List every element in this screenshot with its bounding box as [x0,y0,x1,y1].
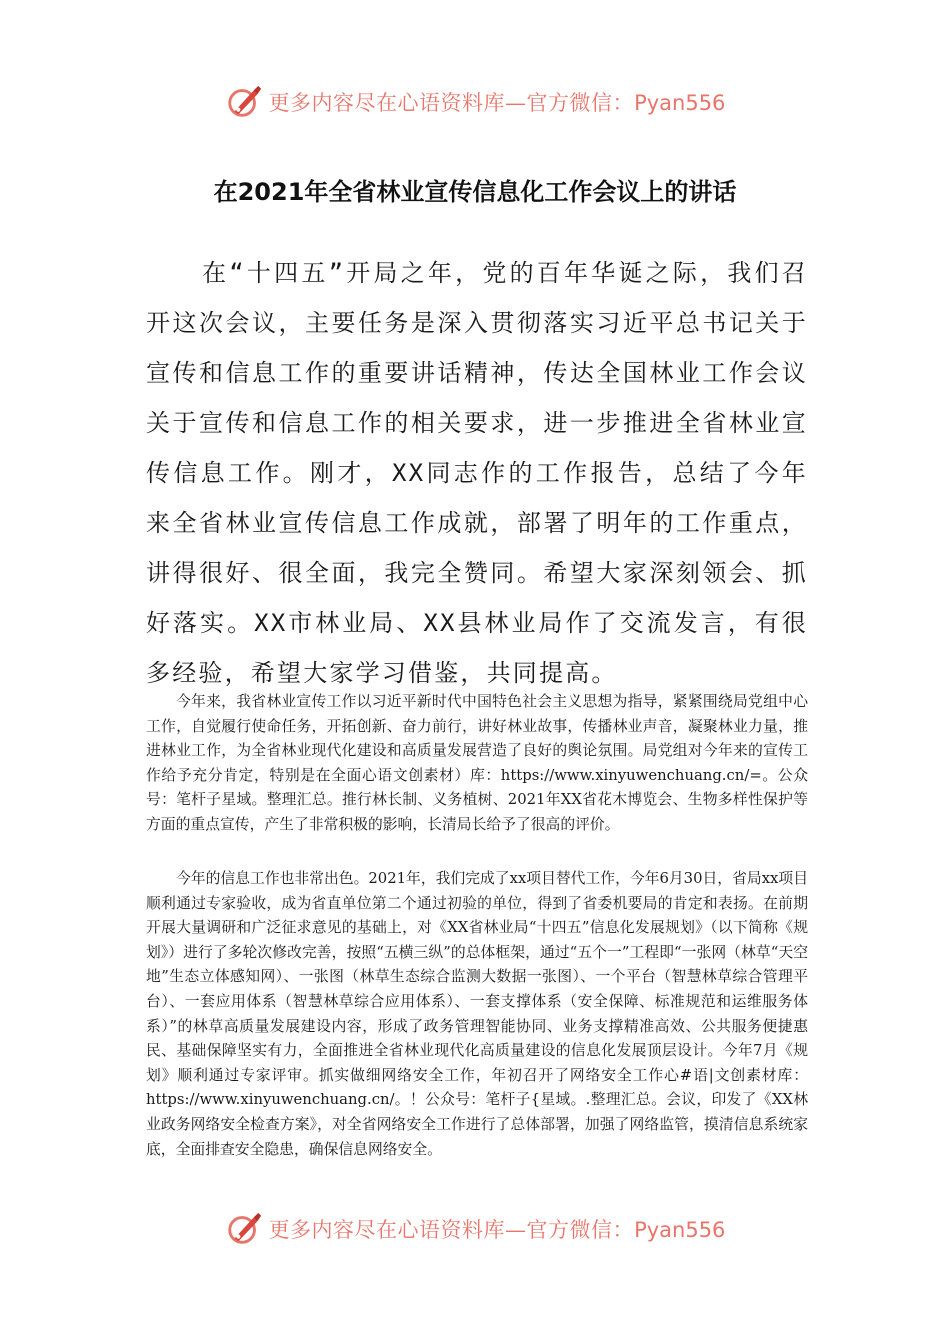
wechat-handle: Pyan556 [634,1218,726,1242]
footer-banner [0,1209,950,1249]
lead-paragraph: 在“十四五”开局之年，党的百年华诞之际，我们召开这次会议，主要任务是深入贯彻落实习近平总书记关于宣传和信息工作的重要讲话精神，传达全国林业工作会议关于宣传和信息工作的相关要求，进一步推进全省林业宣传信息工作。刚才，XX同志作的工作报告，总结了今年来全省林业宣传信息工作成就，部署了明年的工作重点，讲得很好、很全面，我完全赞同。希望大家深刻领会、抓好落实。XX市林业局、XX县林业局作了交流发言，有很多经验，希望大家学习借鉴，共同提高。 [146,259,808,687]
document-title: 在2021年全省林业宣传信息化工作会议上的讲话 [213,178,737,206]
body-paragraph-2: 今年的信息工作也非常出色。2021年，我们完成了xx项目替代工作，今年6月30日，省局xx项目顺利通过专家验收，成为省直单位第二个通过初验的单位，得到了省委机要局的肯定和表扬。在前期开展大量调研和广泛征求意见的基础上，对《XX省林业局“十四五”信息化发展规划》（以下简称《规划》）进行了多轮次修改完善，按照“五横三纵”的总体框架，通过“五个一”工程即“一张网（林草“天空地”生态立体感知网）、一张图（林草生态综合监测大数据一张图）、一个平台（智慧林草综合管理平台）、一套应用体系（智慧林草综合应用体系）、一套支撑体系（安全保障、标准规范和运维服务体系）”的林草高质量发展建设内容，形成了政务管理智能协同、业务支撑精准高效、公共服务便捷惠民、基础保障坚实有力，全面推进全省林业现代化高质量建设的信息化发展顶层设计。今年7月《规划》顺利通过专家评审。抓实做细网络安全工作，年初召开了网络安全工作心#语|文创素材库：https://www.xinyuwenchuang.cn/。！公众号：笔杆子{星域。.整理汇总。会议，印发了《XX林业政务网络安全检查方案》，对全省网络安全工作进行了总体部署，加强了网络监管，摸清信息系统家底，全面排查安全隐患，确保信息网络安全。 [146,870,808,1158]
body-paragraph-1: 今年来，我省林业宣传工作以习近平新时代中国特色社会主义思想为指导，紧紧围绕局党组中心工作，自觉履行使命任务，开拓创新、奋力前行，讲好林业故事，传播林业声音，凝聚林业力量，推进林业工作，为全省林业现代化建设和高质量发展营造了良好的舆论氛围。局党组对今年来的宣传工作给予充分肯定，特别是在全面心语文创素材）库：https://www.xinyuwenchuang.cn/=。公众号：笔杆子星域。整理汇总。推行林长制、义务植树、2021年XX省花木博览会、生物多样性保护等方面的重点宣传，产生了非常积极的影响，长清局长给予了很高的评价。 [146,693,808,833]
pen-nib-circle-icon [225,83,263,121]
banner-text: 更多内容尽在心语资料库—官方微信： [268,91,635,115]
pen-nib-circle-icon [225,1210,263,1248]
banner-text: 更多内容尽在心语资料库—官方微信： [268,1218,635,1242]
header-banner [0,82,950,122]
wechat-handle: Pyan556 [634,91,726,115]
